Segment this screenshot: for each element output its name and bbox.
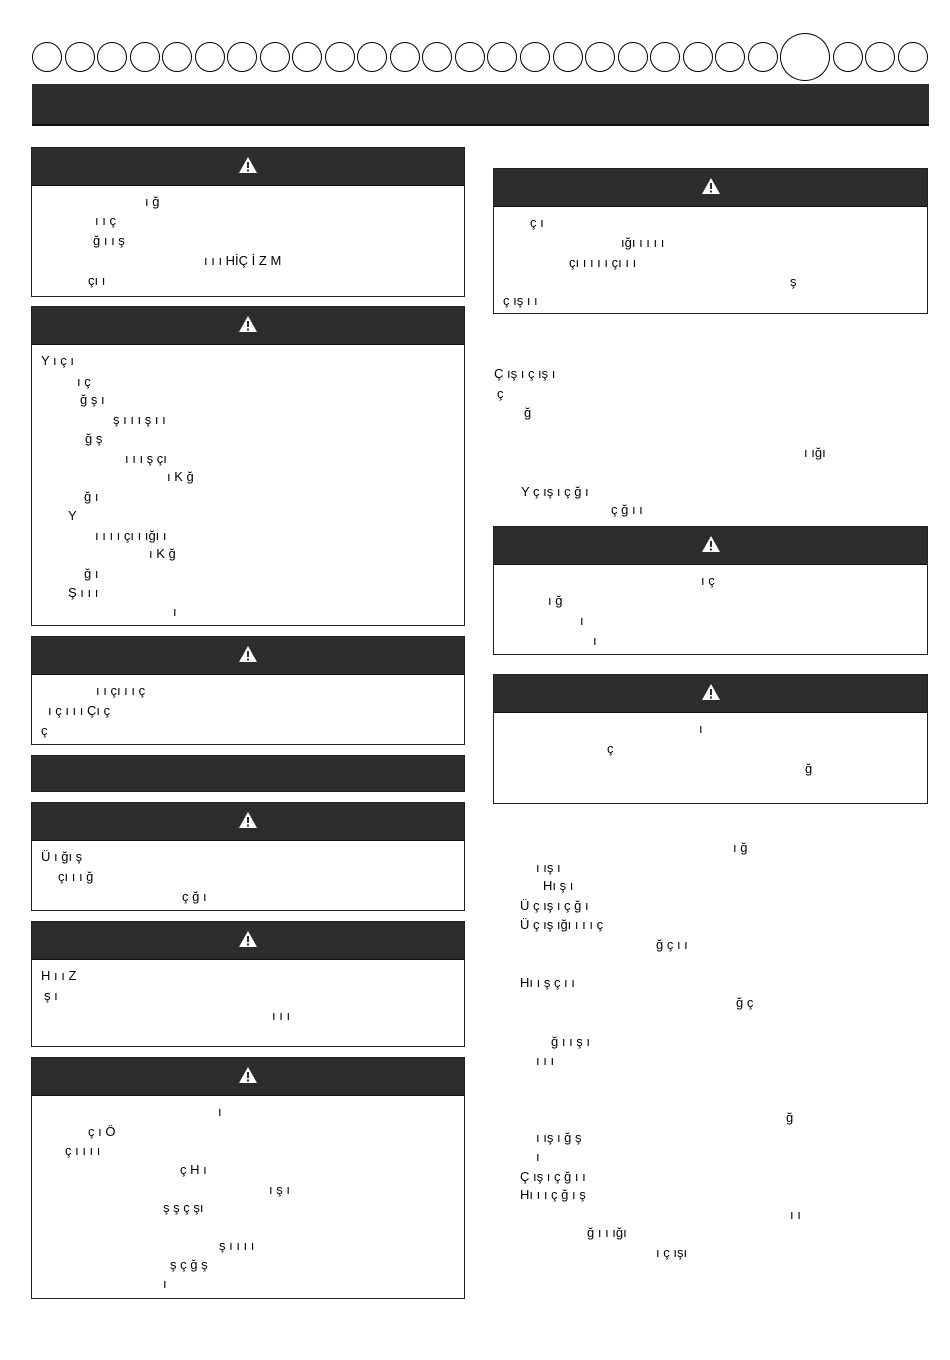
text-line: ığı ı ı ı ı bbox=[621, 235, 665, 250]
text-line: Y ç ış ı ç ğ ı bbox=[521, 484, 589, 499]
text-line: ı ğ bbox=[145, 194, 160, 209]
text-line: Ç ış ı ç ış ı bbox=[494, 366, 556, 381]
warning-box bbox=[31, 636, 465, 745]
text-line: ç bbox=[497, 386, 504, 401]
text-line: Hı ı ı ç ğ ı ş bbox=[520, 1187, 586, 1202]
language-tab[interactable] bbox=[748, 42, 778, 72]
language-tab[interactable] bbox=[195, 42, 225, 72]
text-line: ğ ş ı bbox=[80, 392, 105, 407]
warning-triangle-icon bbox=[701, 683, 721, 704]
text-line: ç ğ ı ı bbox=[611, 502, 643, 517]
text-line: ı bbox=[580, 613, 584, 628]
language-tab[interactable] bbox=[422, 42, 452, 72]
text-line: Y bbox=[68, 508, 77, 523]
language-tab[interactable] bbox=[865, 42, 895, 72]
language-tab[interactable] bbox=[520, 42, 550, 72]
text-line: ş ı ı ı ı bbox=[219, 1238, 255, 1253]
text-line: ı ı çı ı ı ç bbox=[96, 683, 146, 698]
text-line: ı bbox=[536, 1149, 540, 1164]
text-line: ı K ğ bbox=[167, 469, 194, 484]
text-line: ğ ı ı ığı bbox=[587, 1225, 627, 1240]
language-tab[interactable] bbox=[227, 42, 257, 72]
warning-header bbox=[494, 527, 927, 565]
text-line: ç bbox=[41, 723, 48, 738]
language-tab[interactable] bbox=[292, 42, 322, 72]
warning-header bbox=[32, 307, 464, 345]
text-line: ş ş ç şı bbox=[163, 1200, 204, 1215]
warning-triangle-icon bbox=[238, 315, 258, 336]
text-line: ı ğ bbox=[548, 593, 563, 608]
language-tab[interactable] bbox=[585, 42, 615, 72]
text-line: ş ı bbox=[44, 988, 58, 1003]
text-line: ı ç ı ı ı Çı ç bbox=[48, 703, 111, 718]
text-line: Y ı ç ı bbox=[41, 353, 74, 368]
text-line: ı ı ı ş çı bbox=[125, 451, 167, 466]
text-line: ğ bbox=[786, 1110, 794, 1125]
warning-triangle-icon bbox=[238, 1066, 258, 1087]
text-line: ı bbox=[593, 633, 597, 648]
language-tab[interactable] bbox=[325, 42, 355, 72]
text-line: Ü ç ış ı ç ğ ı bbox=[520, 898, 589, 913]
warning-header bbox=[32, 922, 464, 960]
text-line: ı ç bbox=[701, 573, 715, 588]
text-line: ı ış ı ğ ş bbox=[536, 1130, 582, 1145]
warning-box bbox=[493, 674, 928, 804]
text-line: ı K ğ bbox=[149, 546, 176, 561]
warning-box bbox=[493, 526, 928, 655]
text-line: ı ç bbox=[77, 374, 91, 389]
text-line: çı ı ı ı ı çı ı ı bbox=[569, 255, 637, 270]
text-line: Hı ı ş ç ı ı bbox=[520, 975, 575, 990]
warning-header bbox=[494, 675, 927, 713]
text-line: ç ı bbox=[530, 215, 544, 230]
language-tab[interactable] bbox=[97, 42, 127, 72]
text-line: ğ ı bbox=[84, 489, 99, 504]
warning-box bbox=[31, 802, 465, 911]
language-tab[interactable] bbox=[898, 42, 928, 72]
language-tab[interactable] bbox=[833, 42, 863, 72]
text-line: ı ı ı HİÇ İ Z M bbox=[204, 253, 282, 268]
text-line: ç H ı bbox=[180, 1162, 207, 1177]
warning-box bbox=[493, 168, 928, 314]
language-tab[interactable] bbox=[715, 42, 745, 72]
text-line: ç ış ı ı bbox=[503, 293, 538, 308]
text-line: ğ ı ı ş bbox=[93, 233, 125, 248]
text-line: ç ğ ı bbox=[182, 889, 207, 904]
language-tab[interactable] bbox=[455, 42, 485, 72]
section-bar bbox=[31, 755, 465, 792]
section-title-bar bbox=[32, 84, 929, 126]
language-tab[interactable] bbox=[780, 33, 830, 81]
text-line: ı ı ı ı çı ı ığı ı bbox=[95, 528, 167, 543]
text-line: Hı ş ı bbox=[543, 878, 574, 893]
text-line: ı bbox=[699, 721, 703, 736]
warning-header bbox=[32, 148, 464, 186]
language-tab[interactable] bbox=[683, 42, 713, 72]
text-line: ğ bbox=[524, 405, 532, 420]
text-line: çı ı ı ğ bbox=[58, 869, 94, 884]
text-line: ş ı ı ı ş ı ı bbox=[113, 412, 166, 427]
language-tab[interactable] bbox=[357, 42, 387, 72]
language-tab[interactable] bbox=[650, 42, 680, 72]
text-line: ı bbox=[218, 1104, 222, 1119]
text-line: ç ı Ö bbox=[88, 1124, 116, 1139]
text-line: ğ ı ı ş ı bbox=[551, 1034, 591, 1049]
language-tab[interactable] bbox=[618, 42, 648, 72]
warning-triangle-icon bbox=[238, 645, 258, 666]
warning-triangle-icon bbox=[238, 811, 258, 832]
text-line: ş ç ğ ş bbox=[170, 1257, 208, 1272]
text-line: ğ ı bbox=[84, 566, 99, 581]
language-tab[interactable] bbox=[260, 42, 290, 72]
text-line: ğ ç bbox=[736, 995, 754, 1010]
text-line: ç ı ı ı ı bbox=[65, 1143, 101, 1158]
warning-header bbox=[32, 803, 464, 841]
warning-triangle-icon bbox=[238, 930, 258, 951]
text-line: ı ı bbox=[790, 1207, 801, 1222]
warning-box bbox=[31, 306, 465, 626]
warning-triangle-icon bbox=[701, 535, 721, 556]
language-tab[interactable] bbox=[65, 42, 95, 72]
text-line: ı ğ bbox=[733, 840, 748, 855]
text-line: ı ış ı bbox=[536, 860, 561, 875]
language-tabs bbox=[32, 36, 928, 78]
text-line: ı ç ışı bbox=[656, 1245, 688, 1260]
warning-box bbox=[31, 147, 465, 297]
warning-triangle-icon bbox=[238, 156, 258, 177]
text-line: Ş ı ı ı bbox=[68, 585, 99, 600]
text-line: ı bbox=[173, 604, 177, 619]
warning-header bbox=[32, 1058, 464, 1096]
language-tab[interactable] bbox=[162, 42, 192, 72]
text-line: ç bbox=[607, 741, 614, 756]
warning-box bbox=[31, 921, 465, 1047]
text-line: Ü ç ış ığı ı ı ı ç bbox=[520, 917, 604, 932]
text-line: ğ ş bbox=[85, 431, 103, 446]
language-tab[interactable] bbox=[390, 42, 420, 72]
warning-triangle-icon bbox=[701, 177, 721, 198]
text-line: H ı ı Z bbox=[41, 968, 77, 983]
language-tab[interactable] bbox=[130, 42, 160, 72]
warning-header bbox=[32, 637, 464, 675]
text-line: Ü ı ğı ş bbox=[41, 849, 83, 864]
text-line: ş bbox=[790, 274, 797, 289]
warning-box bbox=[31, 1057, 465, 1299]
text-line: ı bbox=[163, 1276, 167, 1291]
language-tab[interactable] bbox=[487, 42, 517, 72]
text-line: ı ı ı bbox=[272, 1008, 291, 1023]
text-line: çı ı bbox=[88, 273, 106, 288]
text-line: ı ığı bbox=[804, 445, 826, 460]
text-line: ı ı ç bbox=[95, 213, 116, 228]
language-tab[interactable] bbox=[553, 42, 583, 72]
text-line: ğ ç ı ı bbox=[656, 937, 688, 952]
language-tab[interactable] bbox=[32, 42, 62, 72]
text-line: Ç ış ı ç ğ ı ı bbox=[520, 1169, 586, 1184]
text-line: ı ı ı bbox=[536, 1053, 555, 1068]
text-line: ı ş ı bbox=[269, 1182, 290, 1197]
text-line: ğ bbox=[805, 761, 813, 776]
warning-header bbox=[494, 169, 927, 207]
